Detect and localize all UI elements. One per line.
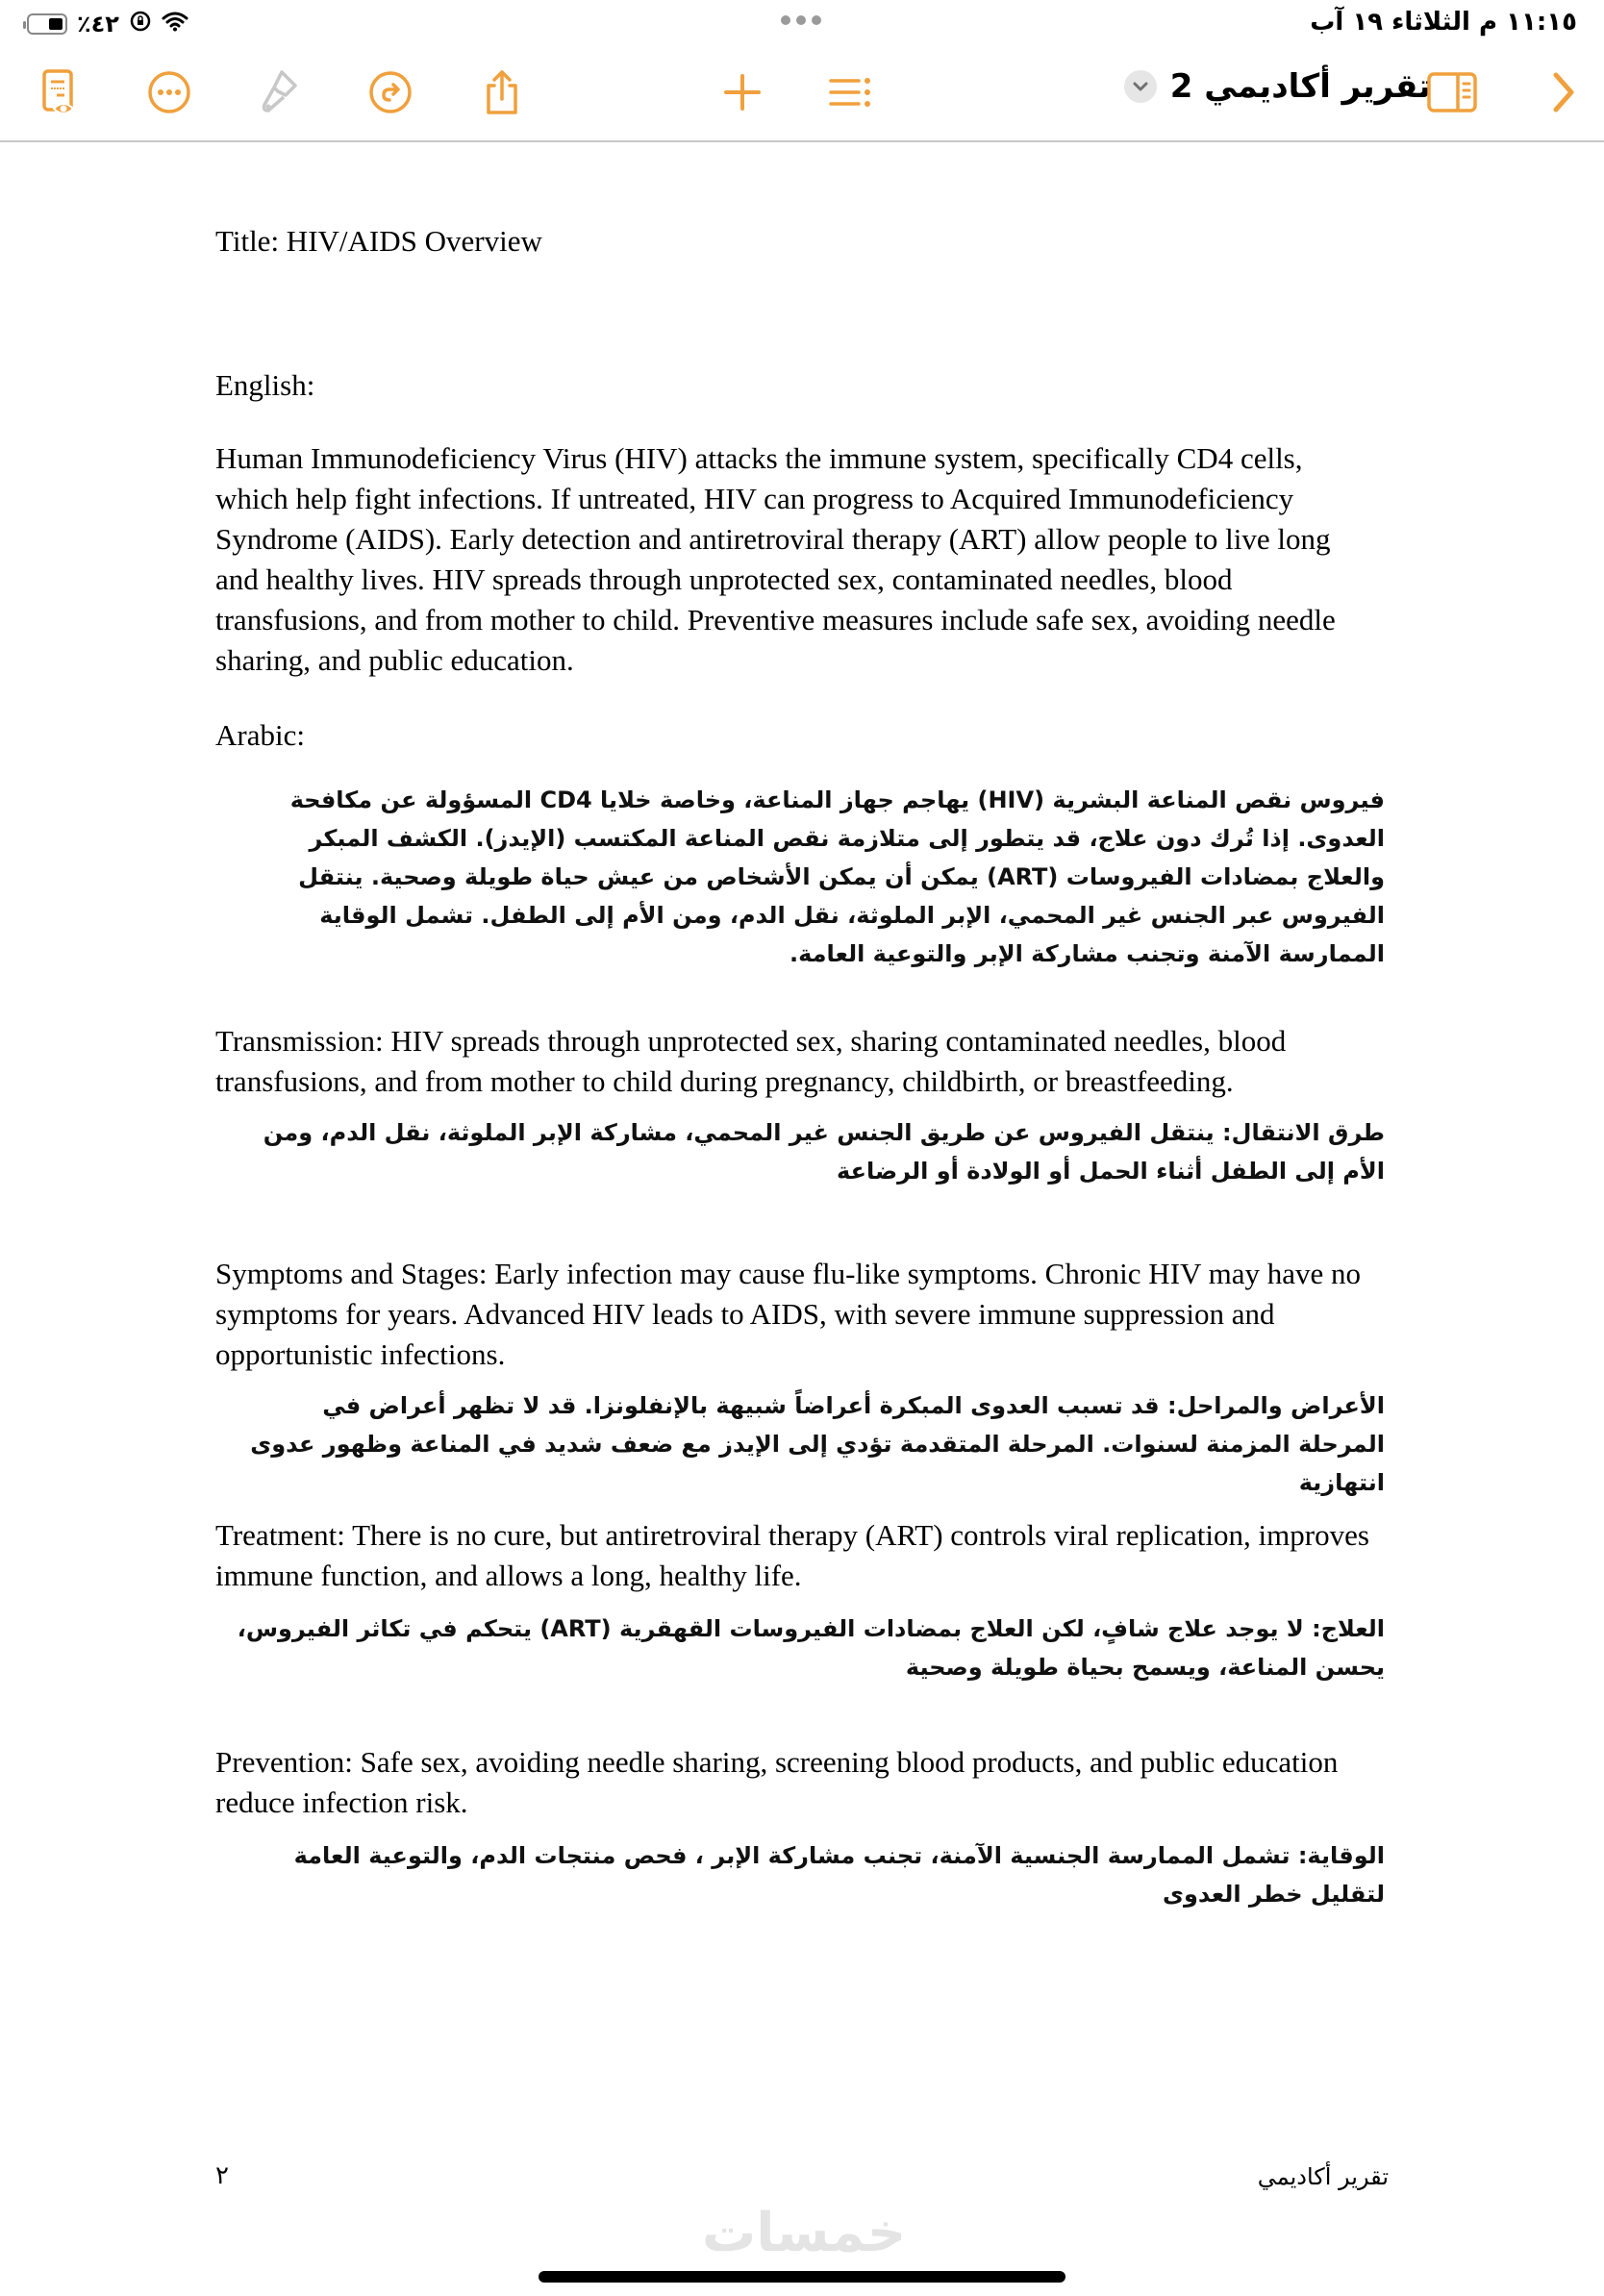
add-button[interactable]: [715, 65, 769, 119]
outline-list-button[interactable]: [823, 65, 877, 119]
english-heading: English:: [215, 368, 315, 402]
document-title-menu[interactable]: [1124, 67, 1431, 106]
battery-percent: ٪٤٢: [77, 10, 119, 37]
orientation-lock-icon: [129, 10, 152, 37]
chevron-down-icon: [1132, 81, 1149, 92]
wifi-icon: [162, 11, 188, 37]
title-menu-button[interactable]: [1124, 70, 1157, 103]
prevention-ar: الوقاية: تشمل الممارسة الجنسية الآمنة، تجنب مشاركة الإبر ، فحص منتجات الدم، والتوعية العامة لتقليل خطر العدوى: [293, 1842, 1385, 1908]
back-button[interactable]: [1537, 65, 1591, 119]
battery-icon: [27, 13, 67, 35]
status-bar: [0, 0, 1604, 48]
watermark-logo: خمسات: [702, 2202, 907, 2264]
transmission-ar: طرق الانتقال: ينتقل الفيروس عن طريق الجنس غير المحمي، مشاركة الإبر الملوثة، نقل الدم، ومن الأم إلى الطفل أثناء الحمل أو الولادة أو الرضاعة: [263, 1119, 1385, 1185]
transmission-en: Transmission: HIV spreads through unprotected sex, sharing contaminated needles, blood transfusions, and from mother to child during pregnancy, childbirth, or breastfeeding.: [215, 1024, 1287, 1098]
more-button[interactable]: [142, 65, 196, 119]
plus-icon: [723, 73, 762, 112]
multitasking-dots[interactable]: [781, 15, 821, 25]
format-brush-button[interactable]: [252, 65, 306, 119]
home-indicator[interactable]: [539, 2271, 1065, 2283]
page-number: ٢: [215, 2161, 229, 2190]
status-indicators: [27, 10, 188, 37]
symptoms-en: Symptoms and Stages: Early infection may cause flu-like symptoms. Chronic HIV may have no symptoms for years. Advanced HIV leads to AIDS, with severe immune suppression and opportunistic infections.: [215, 1257, 1361, 1371]
sidebar-toggle-icon: [1427, 72, 1477, 112]
english-paragraph: Human Immunodeficiency Virus (HIV) attacks the immune system, specifically CD4 cells, which help fight infections. If untreated, HIV can progress to Acquired Immunodeficiency Syndrome (AIDS). Early detection and antiretroviral therapy (ART) allow people to live long and healthy lives. HIV spreads through unprotected sex, contaminated needles, blood transfusions, and from mother to child. Preventive measures include safe sex, avoiding needle sharing, and public education.: [215, 441, 1336, 677]
footer-label: تقرير أكاديمي: [1257, 2163, 1389, 2190]
symptoms-ar: الأعراض والمراحل: قد تسبب العدوى المبكرة أعراضاً شبيهة بالإنفلونزا. قد لا تظهر أعراض في المرحلة المزمنة لسنوات. المرحلة المتقدمة تؤدي إلى الإيدز مع ضعف شديد في المناعة وظهور عدوى انتهازية: [250, 1392, 1385, 1496]
chevron-right-icon: [1550, 71, 1577, 113]
paintbrush-icon: [257, 68, 301, 116]
redo-icon: [368, 70, 413, 114]
document-preview-icon: [40, 68, 83, 116]
toolbar: [0, 48, 1604, 142]
share-button[interactable]: [475, 65, 529, 119]
document-title: تقرير أكاديمي 2: [1169, 67, 1431, 106]
more-icon: [147, 70, 191, 114]
redo-button[interactable]: [363, 65, 417, 119]
treatment-ar: العلاج: لا يوجد علاج شافٍ، لكن العلاج بمضادات الفيروسات القهقرية (ART) يتحكم في تكاثر الفيروس، يحسن المناعة، ويسمح بحياة طويلة وصحية: [237, 1615, 1385, 1681]
prevention-en: Prevention: Safe sex, avoiding needle sharing, screening blood products, and public education reduce infection risk.: [215, 1745, 1339, 1819]
arabic-paragraph: فيروس نقص المناعة البشرية (HIV) يهاجم جهاز المناعة، وخاصة خلايا CD4 المسؤولة عن مكافحة العدوى. إذا تُرك دون علاج، قد يتطور إلى متلازمة نقص المناعة المكتسب (الإيدز). الكشف المبكر والعلاج بمضادات الفيروسات (ART) يمكن أن يمكن الأشخاص من عيش حياة طويلة وصحية. ينتقل الفيروس عبر الجنس غير المحمي، الإبر الملوثة، نقل الدم، ومن الأم إلى الطفل. تشمل الوقاية الممارسة الآمنة وتجنب مشاركة الإبر والتوعية العامة.: [289, 786, 1385, 967]
document-preview-button[interactable]: [35, 65, 88, 119]
arabic-heading: Arabic:: [215, 718, 305, 752]
list-icon: [828, 73, 872, 112]
status-time-date: ١١:١٥ م الثلاثاء ١٩ آب: [1310, 8, 1577, 37]
sidebar-toggle-button[interactable]: [1425, 65, 1479, 119]
document-title-line: Title: HIV/AIDS Overview: [215, 224, 542, 258]
treatment-en: Treatment: There is no cure, but antiretroviral therapy (ART) controls viral replication, improves immune function, and allows a long, healthy life.: [215, 1518, 1369, 1592]
share-icon: [481, 68, 523, 116]
